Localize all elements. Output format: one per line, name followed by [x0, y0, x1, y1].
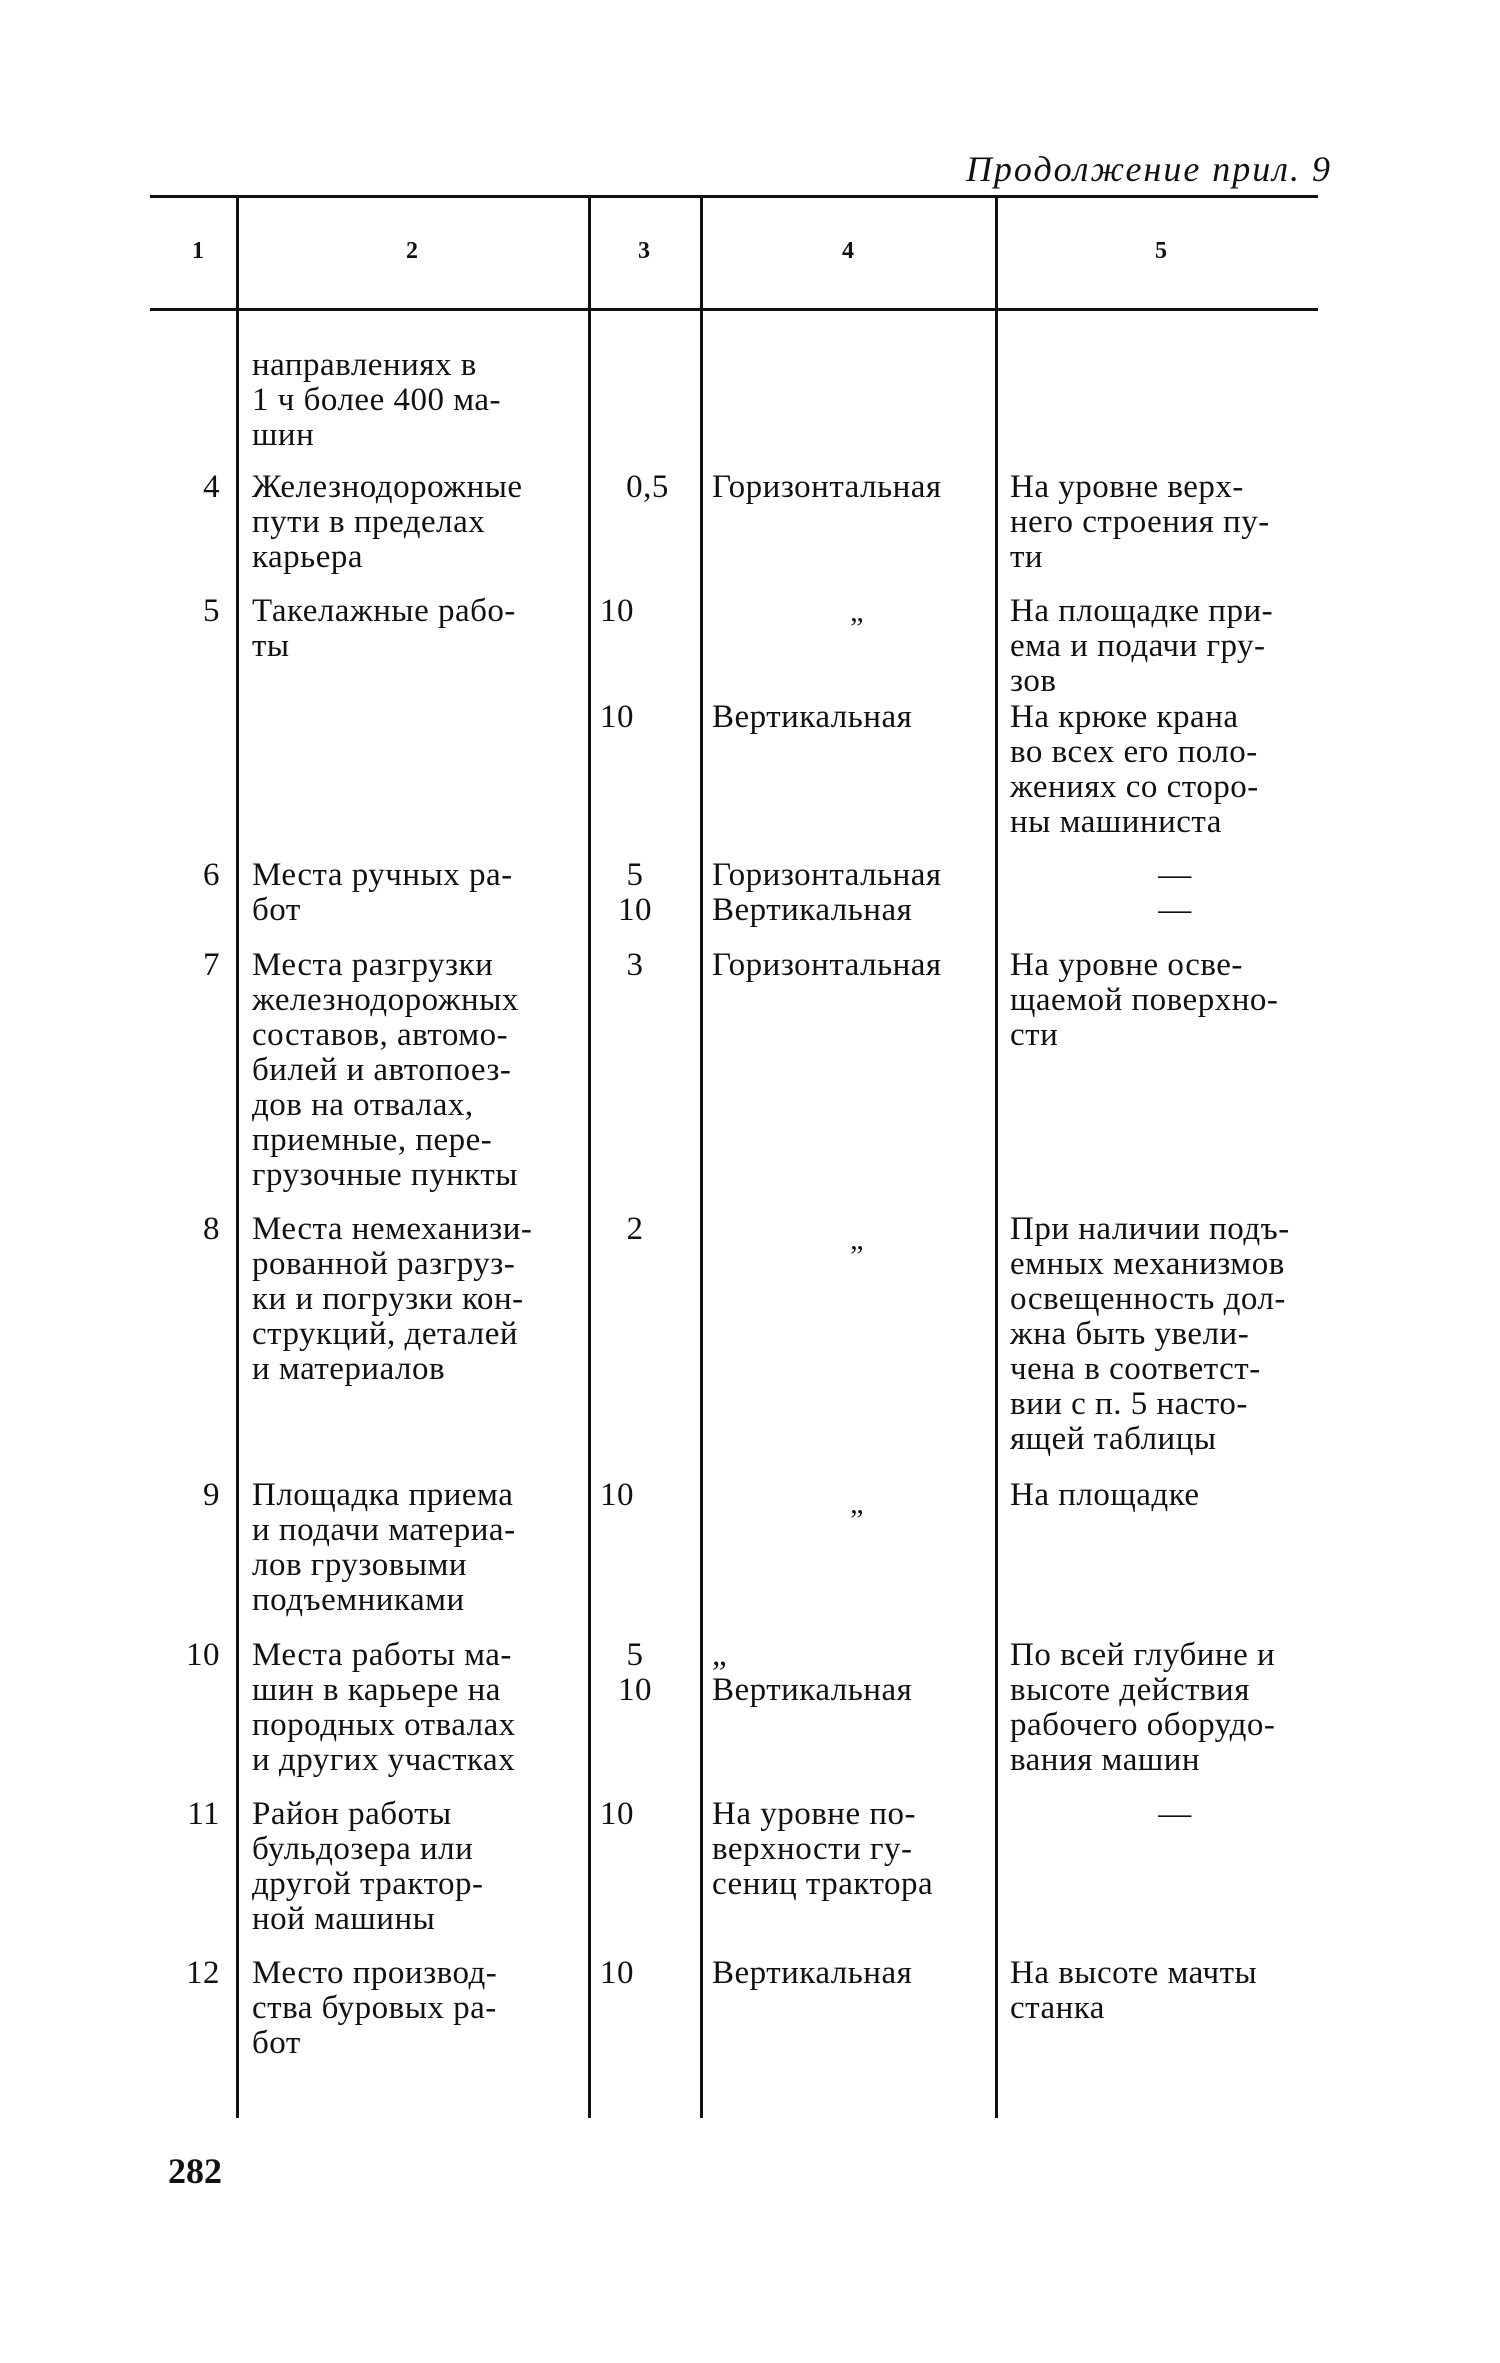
row-9-lux: 10	[600, 1477, 634, 1513]
page-number: 282	[168, 2151, 222, 2191]
header-col-4: 4	[842, 238, 854, 264]
row-6-number: 6	[203, 857, 220, 893]
row-11-lux: 10	[600, 1796, 634, 1832]
row-10-lux: 5 10	[618, 1637, 652, 1708]
row-11-plane: На уровне по- верхности гу- сениц трактора	[712, 1796, 934, 1902]
row-6-plane: Горизонтальная Вертикальная	[712, 857, 942, 928]
row-4-plane: Горизонтальная	[712, 469, 942, 505]
row-9-plane-ditto: „	[850, 1487, 864, 1520]
row-0-place: направлениях в 1 ч более 400 ма- шин	[252, 347, 502, 453]
row-7-plane: Горизонтальная	[712, 947, 942, 983]
row-12-number: 12	[186, 1955, 220, 1991]
row-6-place: Места ручных ра- бот	[252, 857, 513, 928]
row-12-plane: Вертикальная	[712, 1955, 913, 1991]
row-8-place: Места немеханизи- рованной разгруз- ки и погрузки кон- струкций, деталей и материалов	[252, 1211, 533, 1387]
row-4-note: На уровне верх- него строения пу- ти	[1010, 469, 1270, 575]
row-5-note: На площадке при- ема и подачи гру- зов	[1010, 593, 1274, 699]
row-4-lux: 0,5	[626, 469, 669, 505]
row-8-lux: 2	[626, 1211, 644, 1247]
row-10-number: 10	[186, 1637, 220, 1673]
row-5-place: Такелажные рабо- ты	[252, 593, 516, 664]
row-11-place: Район работы бульдозера или другой трактор- ной машины	[252, 1796, 484, 1937]
row-7-place: Места разгрузки железнодорожных составов, автомо- билей и автопоез- дов на отвалах, приемные, пере- грузочные пункты	[252, 947, 519, 1193]
header-col-2: 2	[406, 238, 418, 264]
row-10-plane: „ Вертикальная	[712, 1637, 913, 1708]
row-5-lux: 10	[600, 593, 634, 629]
header-col-5: 5	[1155, 238, 1167, 264]
row-6-lux: 5 10	[618, 857, 652, 928]
row-5b-lux: 10	[600, 699, 634, 735]
row-11-number: 11	[187, 1796, 220, 1832]
row-12-lux: 10	[600, 1955, 634, 1991]
column-divider-3	[700, 198, 703, 2118]
row-8-note: При наличии подъ- емных механизмов освещенность дол- жна быть увели- чена в соответст- вии с п. 5 насто- ящей таблицы	[1010, 1211, 1290, 1457]
row-12-place: Место производ- ства буровых ра- бот	[252, 1955, 498, 2061]
header-col-3: 3	[638, 238, 650, 264]
row-5b-note: На крюке крана во всех его поло- жениях со сторо- ны машиниста	[1010, 699, 1259, 840]
top-rule	[150, 195, 1318, 198]
row-8-plane-ditto: „	[850, 1223, 864, 1256]
row-7-number: 7	[203, 947, 220, 983]
table-caption: Продолжение прил. 9	[965, 149, 1332, 189]
header-col-1: 1	[192, 238, 204, 264]
row-9-number: 9	[203, 1477, 220, 1513]
row-8-number: 8	[203, 1211, 220, 1247]
header-rule	[150, 308, 1318, 311]
row-7-note: На уровне осве- щаемой поверхно- сти	[1010, 947, 1279, 1053]
row-12-note: На высоте мачты станка	[1010, 1955, 1258, 2026]
row-5-plane-ditto: „	[850, 595, 864, 628]
row-4-number: 4	[203, 469, 220, 505]
row-5b-plane: Вертикальная	[712, 699, 913, 735]
row-11-note: —	[1158, 1796, 1192, 1832]
row-10-note: По всей глубине и высоте действия рабочего оборудо- вания машин	[1010, 1637, 1276, 1778]
row-5-number: 5	[203, 593, 220, 629]
row-9-place: Площадка приема и подачи материа- лов грузовыми подъемниками	[252, 1477, 516, 1618]
row-7-lux: 3	[626, 947, 644, 983]
row-4-place: Железнодорожные пути в пределах карьера	[252, 469, 523, 575]
column-divider-1	[236, 198, 239, 2118]
row-6-note: — —	[1158, 857, 1192, 928]
row-10-place: Места работы ма- шин в карьере на породных отвалах и других участках	[252, 1637, 516, 1778]
row-9-note: На площадке	[1010, 1477, 1200, 1513]
